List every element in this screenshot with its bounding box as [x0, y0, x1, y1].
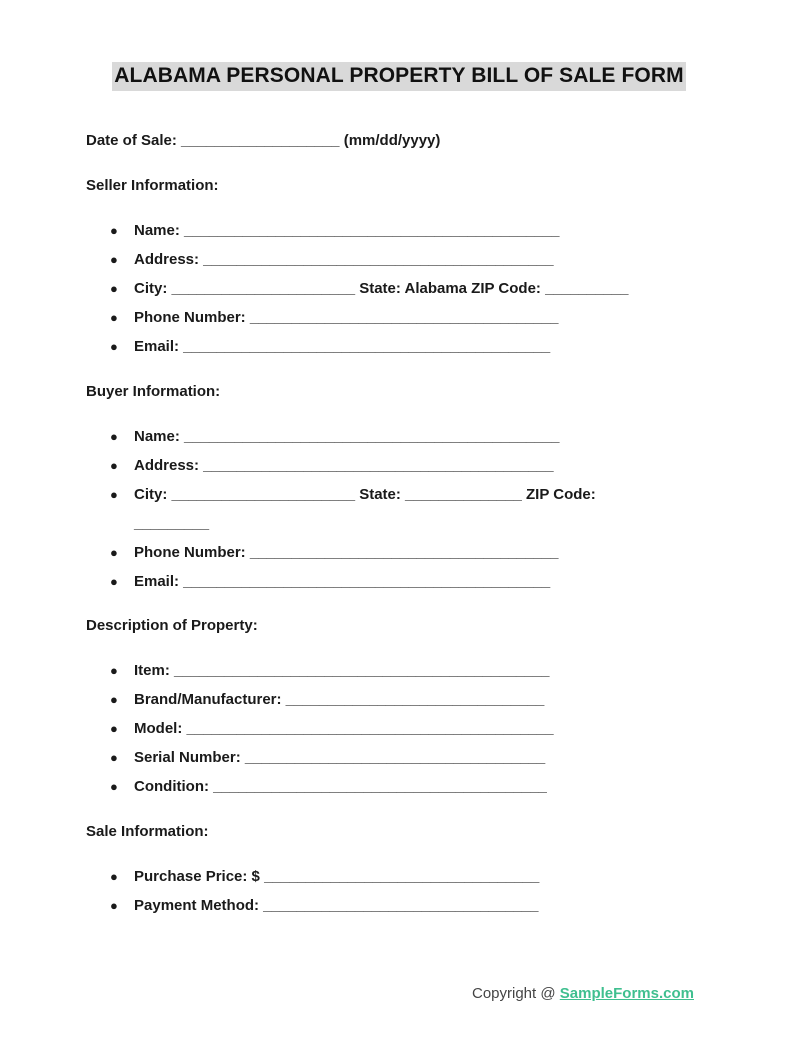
property-model-field: [110, 720, 554, 737]
property-model-label: Model: ____________________________________________: [134, 720, 554, 737]
property-condition-label: Condition: ________________________________________: [134, 778, 547, 795]
sale-price-label: Purchase Price: $ _________________________________: [134, 868, 540, 885]
brand-link[interactable]: SampleForms.com: [559, 985, 694, 1002]
buyer-heading: Buyer Information:: [86, 383, 221, 400]
bullet-icon: ●: [110, 721, 118, 736]
property-item-label: Item: _____________________________________________: [134, 662, 550, 679]
bullet-icon: ●: [110, 487, 118, 502]
buyer-zip-continuation: _________: [134, 515, 210, 532]
bullet-icon: ●: [110, 252, 118, 267]
bullet-icon: ●: [110, 310, 118, 325]
seller-name-label: Name: _____________________________________________: [134, 222, 560, 239]
sale-price-field: [110, 868, 539, 885]
buyer-phone-label: Phone Number: _____________________________________: [134, 544, 559, 561]
bullet-icon: ●: [110, 545, 118, 560]
bullet-icon: ●: [110, 429, 118, 444]
copyright-prefix: Copyright @: [472, 985, 560, 1002]
bullet-icon: ●: [110, 898, 118, 913]
seller-address-label: Address: __________________________________________: [134, 251, 554, 268]
seller-city-label: City: ______________________ State: Alabama ZIP Code: __________: [134, 280, 629, 297]
bullet-icon: ●: [110, 223, 118, 238]
sale-payment-label: Payment Method: _________________________________: [134, 897, 539, 914]
buyer-phone-field: [110, 544, 559, 561]
property-serial-field: [110, 749, 545, 766]
sale-payment-field: [110, 897, 538, 914]
seller-heading: Seller Information:: [86, 177, 219, 194]
seller-address-field: [110, 251, 554, 268]
buyer-city-label: City: ______________________ State: ______________ ZIP Code:: [134, 486, 596, 503]
bullet-icon: ●: [110, 281, 118, 296]
property-item-field: [110, 662, 549, 679]
seller-phone-label: Phone Number: _____________________________________: [134, 309, 559, 326]
buyer-address-label: Address: __________________________________________: [134, 457, 554, 474]
title-wrap: [0, 62, 798, 91]
buyer-name-field: [110, 428, 559, 445]
buyer-email-field: [110, 573, 550, 590]
bullet-icon: ●: [110, 750, 118, 765]
seller-email-field: [110, 338, 550, 355]
bullet-icon: ●: [110, 779, 118, 794]
bullet-icon: ●: [110, 339, 118, 354]
property-serial-label: Serial Number: ____________________________________: [134, 749, 546, 766]
seller-city-field: [110, 280, 629, 297]
property-brand-label: Brand/Manufacturer: _______________________________: [134, 691, 545, 708]
property-condition-field: [110, 778, 547, 795]
copyright-footer: [472, 985, 694, 1002]
buyer-name-label: Name: _____________________________________________: [134, 428, 560, 445]
date-of-sale-field: Date of Sale: ___________________ (mm/dd/yyyy): [86, 132, 441, 149]
property-heading: Description of Property:: [86, 617, 258, 634]
bullet-icon: ●: [110, 692, 118, 707]
form-title: ALABAMA PERSONAL PROPERTY BILL OF SALE FORM: [112, 62, 685, 91]
buyer-city-field: [110, 486, 596, 503]
seller-email-label: Email: ____________________________________________: [134, 338, 551, 355]
property-brand-field: [110, 691, 544, 708]
seller-name-field: [110, 222, 559, 239]
sale-heading: Sale Information:: [86, 823, 209, 840]
seller-phone-field: [110, 309, 559, 326]
bullet-icon: ●: [110, 869, 118, 884]
buyer-email-label: Email: ____________________________________________: [134, 573, 551, 590]
bullet-icon: ●: [110, 574, 118, 589]
bullet-icon: ●: [110, 663, 118, 678]
buyer-address-field: [110, 457, 554, 474]
bullet-icon: ●: [110, 458, 118, 473]
